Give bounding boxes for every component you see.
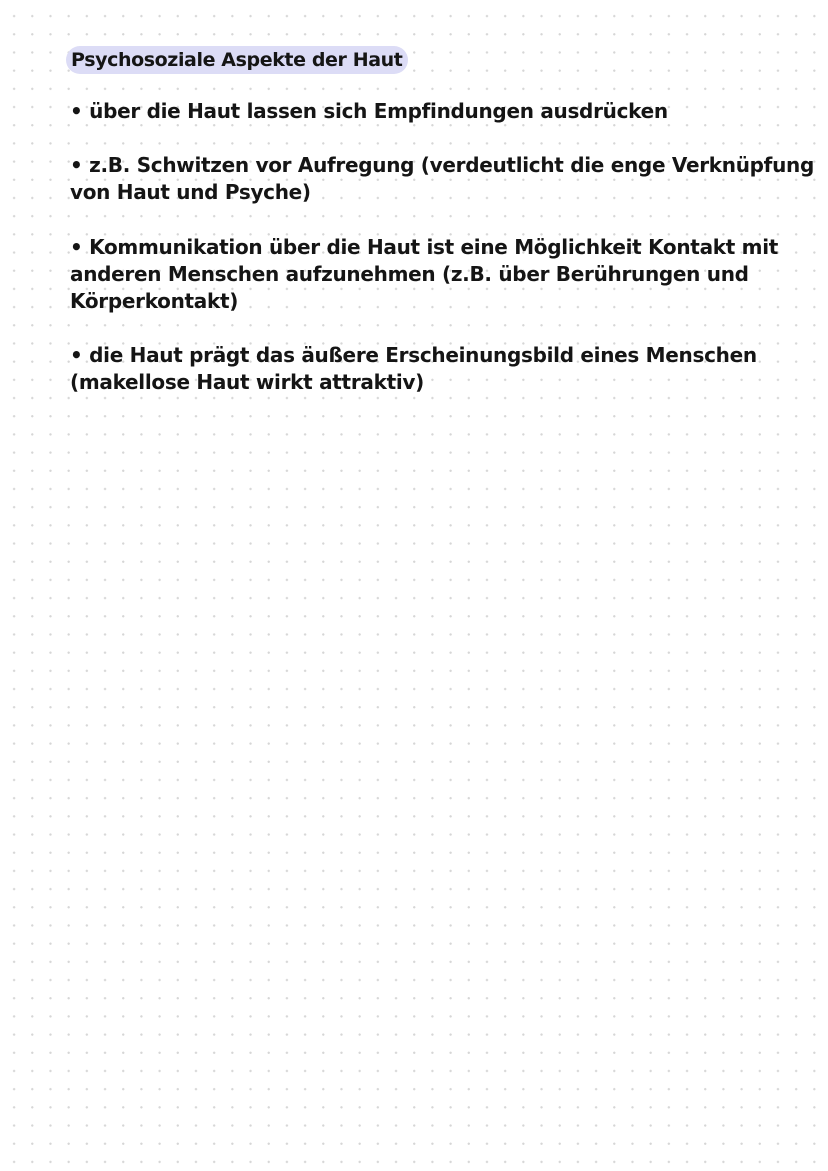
title-highlight <box>66 46 408 74</box>
page-title: Psychosoziale Aspekte der Haut <box>71 49 403 71</box>
bullet-line: Körperkontakt) <box>70 289 239 313</box>
bullet-line: • die Haut prägt das äußere Erscheinungsbild eines Menschen <box>70 343 757 367</box>
bullet-line: anderen Menschen aufzunehmen (z.B. über Berührungen und <box>70 262 749 286</box>
bullet-line: • über die Haut lassen sich Empfindungen ausdrücken <box>70 99 668 123</box>
bullet-item <box>70 342 757 396</box>
bullet-item <box>70 98 668 125</box>
bullet-line: • z.B. Schwitzen vor Aufregung (verdeutlicht die enge Verknüpfung <box>70 153 814 177</box>
bullet-line: • Kommunikation über die Haut ist eine Möglichkeit Kontakt mit <box>70 235 779 259</box>
bullet-item <box>70 234 778 315</box>
bullet-line: von Haut und Psyche) <box>70 180 311 204</box>
bullet-line: (makellose Haut wirkt attraktiv) <box>70 370 424 394</box>
bullet-item <box>70 152 814 206</box>
